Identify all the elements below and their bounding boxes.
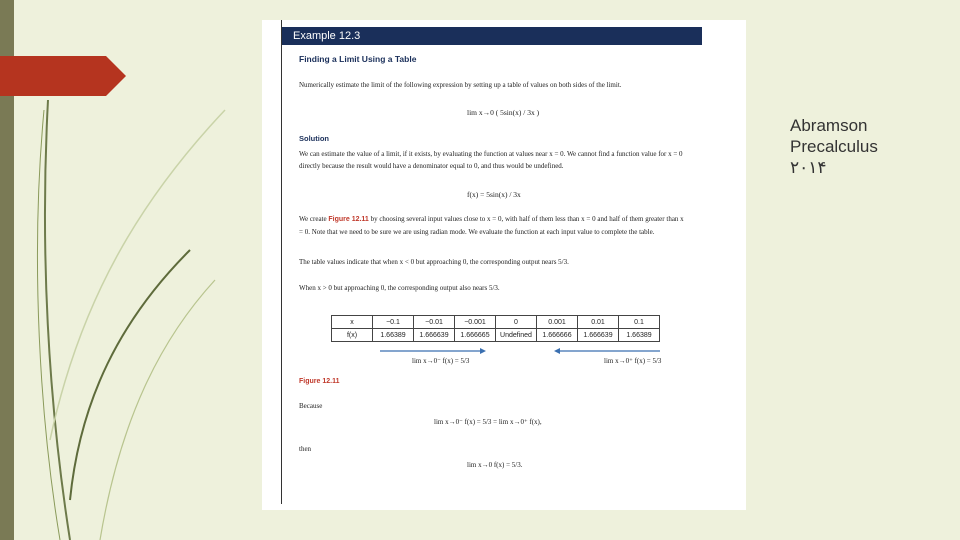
table-cell: 0.1 bbox=[619, 316, 660, 329]
table-cell: −0.001 bbox=[455, 316, 496, 329]
example-header: Example 12.3 bbox=[282, 27, 702, 45]
left-limit: lim x→0⁻ f(x) = 5/3 bbox=[412, 357, 470, 365]
create-text bbox=[299, 213, 689, 238]
figure-link[interactable]: Figure 12.11 bbox=[328, 216, 369, 223]
table-row-x bbox=[332, 316, 660, 329]
function-expression: f(x) = 5sin(x) / 3x bbox=[467, 190, 521, 199]
limit-arrows bbox=[370, 346, 670, 356]
table-cell: 1.666639 bbox=[414, 329, 455, 342]
table-cell: 1.666666 bbox=[537, 329, 578, 342]
then-expression: lim x→0 f(x) = 5/3. bbox=[467, 461, 523, 469]
side-book: Precalculus bbox=[790, 137, 878, 156]
table-cell: 0.001 bbox=[537, 316, 578, 329]
table-row-fx bbox=[332, 329, 660, 342]
because-expression: lim x→0⁻ f(x) = 5/3 = lim x→0⁺ f(x), bbox=[434, 418, 542, 426]
left-side-text: The table values indicate that when x < 0 but approaching 0, the corresponding output nears 5/3. bbox=[299, 258, 569, 266]
solution-text: We can estimate the value of a limit, if it exists, by evaluating the function at values near x = 0. We cannot find a function value for x = 0 directly because the result would have a denominator equal to 0, and thus would be undefined. bbox=[299, 150, 683, 170]
right-side-text: When x > 0 but approaching 0, the corresponding output also nears 5/3. bbox=[299, 284, 500, 292]
textbook-page bbox=[262, 20, 746, 510]
table-cell: 0 bbox=[496, 316, 537, 329]
table-header-fx: f(x) bbox=[332, 329, 373, 342]
table-cell: 1.666665 bbox=[455, 329, 496, 342]
right-limit: lim x→0⁺ f(x) = 5/3 bbox=[604, 357, 662, 365]
example-title: Finding a Limit Using a Table bbox=[299, 54, 417, 64]
side-year: ٢٠١۴ bbox=[790, 158, 827, 177]
because-label: Because bbox=[299, 402, 323, 410]
table-cell: 1.666639 bbox=[578, 329, 619, 342]
table-cell: −0.01 bbox=[414, 316, 455, 329]
table-cell: 1.66389 bbox=[373, 329, 414, 342]
create-text-pre: We create bbox=[299, 215, 327, 223]
table-cell: −0.1 bbox=[373, 316, 414, 329]
page-margin-line bbox=[281, 20, 282, 504]
table-cell: 1.66389 bbox=[619, 329, 660, 342]
side-author: Abramson bbox=[790, 116, 868, 135]
values-table bbox=[331, 315, 660, 342]
decorative-lines bbox=[0, 0, 260, 540]
table-header-x: x bbox=[332, 316, 373, 329]
table-cell: 0.01 bbox=[578, 316, 619, 329]
intro-text: Numerically estimate the limit of the following expression by setting up a table of values on both sides of the limit. bbox=[299, 81, 622, 89]
figure-label: Figure 12.11 bbox=[299, 378, 340, 385]
table-cell: Undefined bbox=[496, 329, 537, 342]
create-text-post: by choosing several input values close to x = 0, with half of them less than x = 0 and half of them greater than x = 0. Note that we need to be sure we are using radian mode. We evaluate the function at each input value to complete the table. bbox=[299, 215, 684, 236]
solution-label: Solution bbox=[299, 134, 329, 143]
then-label: then bbox=[299, 445, 312, 453]
side-caption bbox=[790, 115, 878, 178]
limit-expression: lim x→0 ( 5sin(x) / 3x ) bbox=[467, 108, 540, 117]
